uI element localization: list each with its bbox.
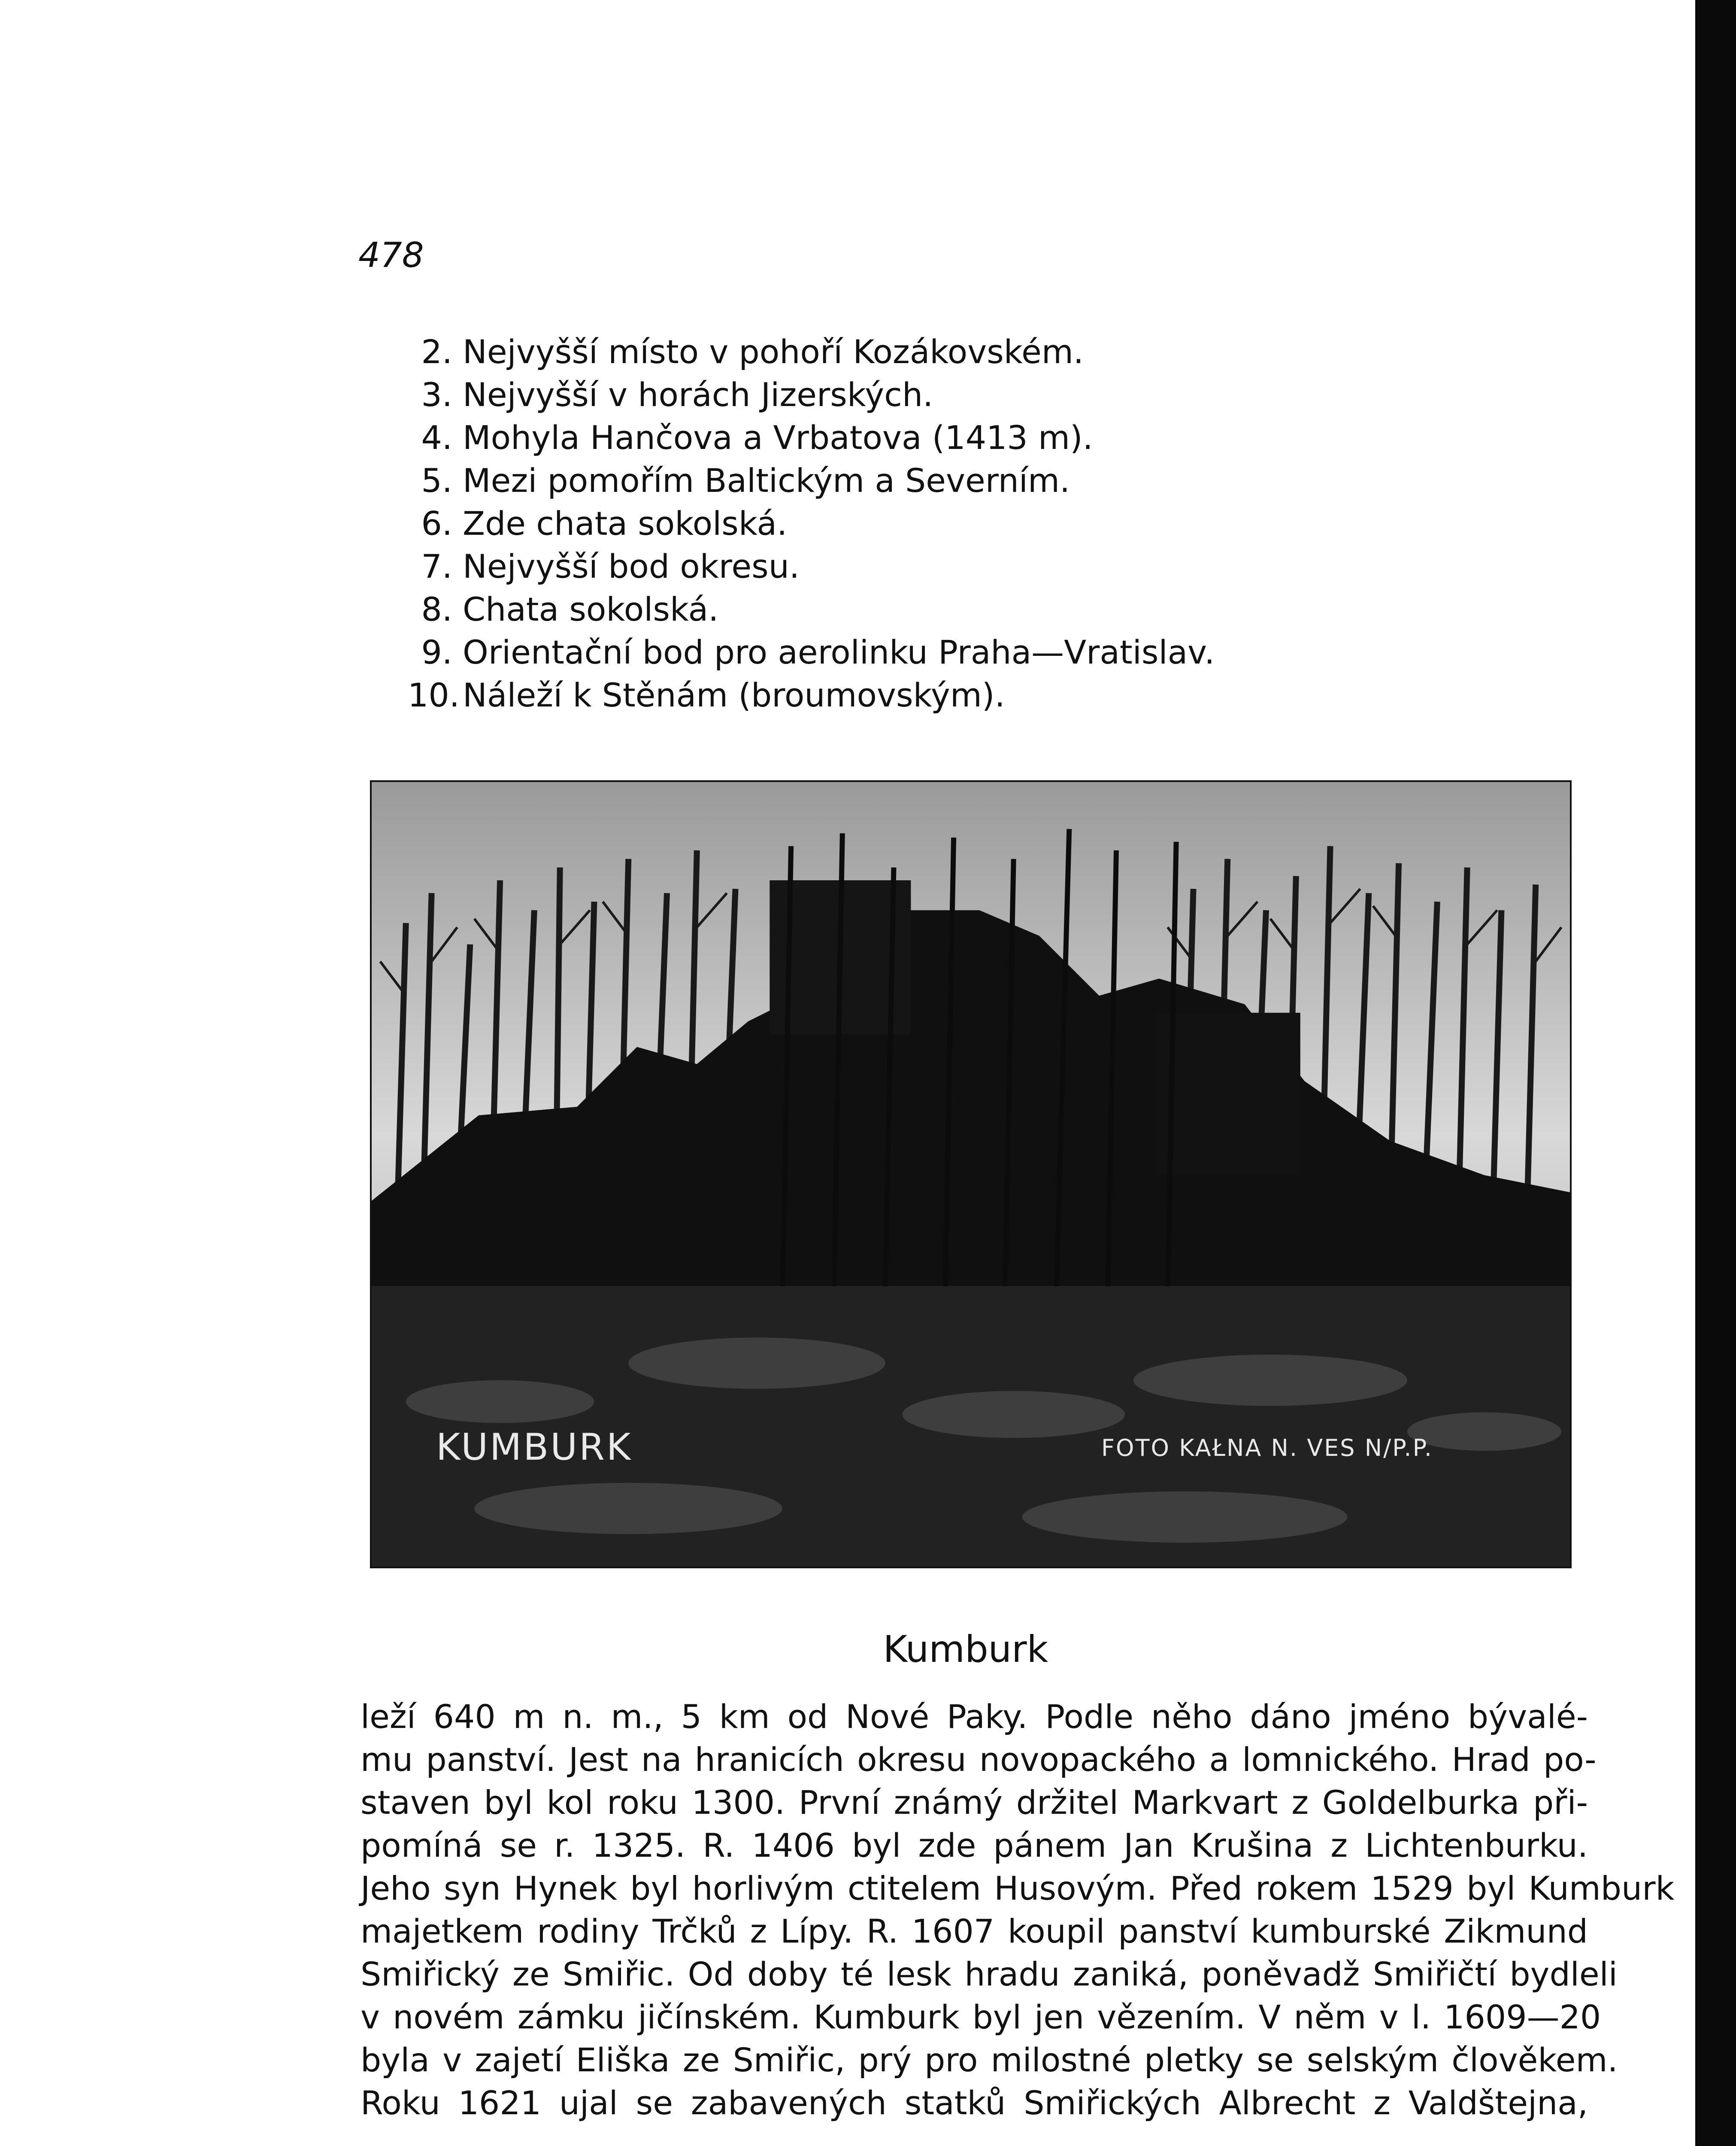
body-line: staven byl kol roku 1300. První známý držitel Markvart z Goldelburka při-: [361, 1783, 1588, 1822]
footnote-text: Zde chata sokolská.: [463, 504, 788, 543]
footnote-text: Mohyla Hančova a Vrbatova (1413 m).: [463, 418, 1093, 457]
body-line: pomíná se r. 1325. R. 1406 byl zde pánem Jan Krušina z Lichtenburku.: [361, 1826, 1588, 1864]
footnote-item: [408, 416, 1215, 459]
body-paragraph: [361, 1695, 1675, 2125]
footnote-number: 10.: [408, 676, 460, 714]
body-line: Smiřický ze Smiřic. Od doby té lesk hradu zaniká, poněvadž Smiřičtí bydleli: [361, 1955, 1618, 1993]
photo-caption-title: KUMBURK: [436, 1426, 633, 1469]
footnote-text: Mezi pomořím Baltickým a Severním.: [463, 461, 1070, 500]
page-number: 478: [358, 235, 424, 275]
footnote-item: [408, 502, 1215, 545]
footnote-text: Náleží k Stěnám (broumovským).: [463, 676, 1005, 714]
footnote-item: [408, 545, 1215, 588]
body-line: leží 640 m n. m., 5 km od Nové Paky. Podle něho dáno jméno bývalé-: [361, 1697, 1588, 1736]
footnote-list: [408, 330, 1215, 717]
footnote-number: 2.: [421, 333, 452, 371]
footnote-number: 5.: [421, 461, 452, 500]
footnote-number: 3.: [421, 376, 452, 414]
footnote-text: Orientační bod pro aerolinku Praha—Vratislav.: [463, 633, 1215, 671]
body-line: Jeho syn Hynek byl horlivým ctitelem Husovým. Před rokem 1529 byl Kumburk: [361, 1869, 1675, 1907]
body-line: byla v zajetí Eliška ze Smiřic, prý pro milostné pletky se selským člověkem.: [361, 2041, 1618, 2079]
body-line: mu panství. Jest na hranicích okresu novopackého a lomnického. Hrad po-: [361, 1740, 1597, 1779]
section-title: Kumburk: [883, 1628, 1048, 1671]
body-line: Roku 1621 ujal se zabavených statků Smiřických Albrecht z Valdštejna,: [361, 2084, 1588, 2122]
photo-castle-wall: [1155, 1013, 1300, 1175]
footnote-text: Nejvyšší bod okresu.: [463, 547, 800, 585]
footnote-text: Nejvyšší místo v pohoří Kozákovském.: [463, 333, 1084, 371]
page-edge-shadow: [1695, 0, 1736, 2146]
footnote-item: [408, 373, 1215, 416]
body-line: majetkem rodiny Trčků z Lípy. R. 1607 koupil panství kumburské Zikmund: [361, 1912, 1588, 1950]
footnote-number: 6.: [421, 504, 452, 543]
footnote-item: [408, 674, 1215, 717]
footnote-item: [408, 588, 1215, 631]
footnote-item: [408, 459, 1215, 502]
body-line: v novém zámku jičínském. Kumburk byl jen vězením. V něm v l. 1609—20: [361, 1998, 1601, 2036]
footnote-item: [408, 330, 1215, 373]
kumburk-photograph: [370, 780, 1572, 1568]
footnote-item: [408, 631, 1215, 674]
footnote-text: Nejvyšší v horách Jizerských.: [463, 376, 933, 414]
footnote-number: 9.: [421, 633, 452, 671]
footnote-number: 4.: [421, 418, 452, 457]
photo-caption-credit: FOTO KAŁNA N. VES N/P.P.: [1101, 1434, 1433, 1461]
footnote-number: 7.: [421, 547, 452, 585]
footnote-text: Chata sokolská.: [463, 590, 719, 628]
footnote-number: 8.: [421, 590, 452, 628]
